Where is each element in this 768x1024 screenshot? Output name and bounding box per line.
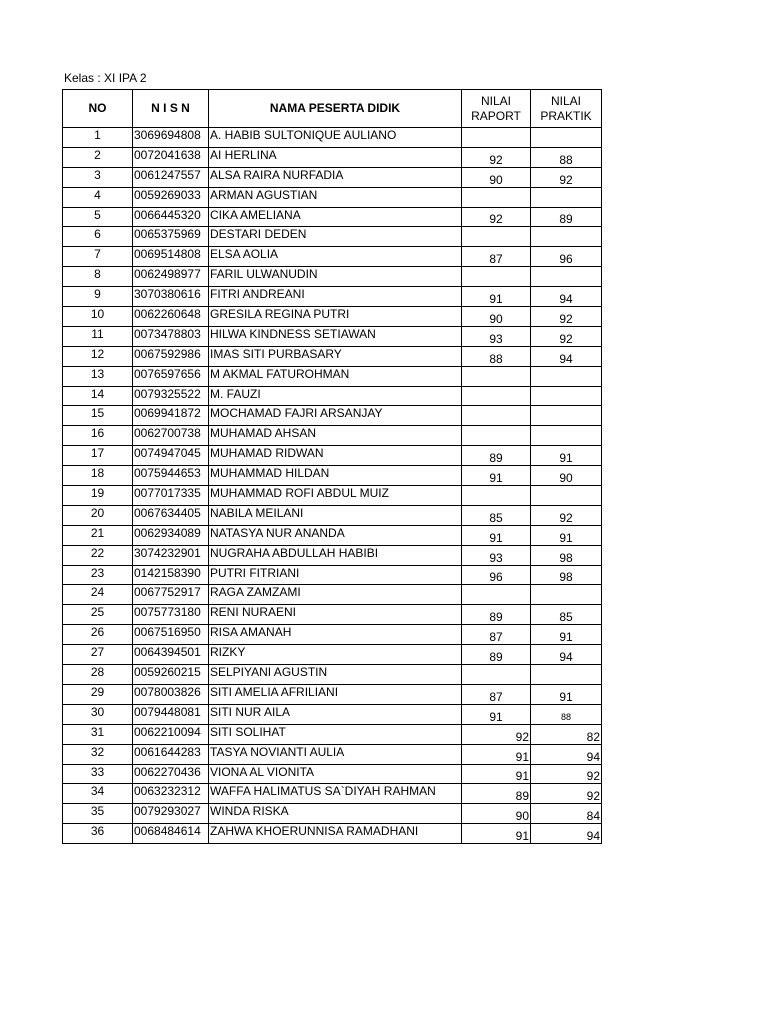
cell-no: 10	[63, 307, 133, 327]
header-raport-line1: NILAI	[480, 93, 511, 108]
cell-nama: TASYA NOVIANTI AULIA	[209, 744, 462, 764]
cell-nilai-raport: 96	[462, 565, 531, 585]
cell-nilai-praktik	[531, 426, 602, 446]
cell-nama: FITRI ANDREANI	[209, 287, 462, 307]
table-row	[63, 804, 602, 824]
cell-nilai-raport: 91	[462, 704, 531, 724]
cell-nilai-raport: 92	[462, 207, 531, 227]
table-row	[63, 486, 602, 506]
cell-nama: RISA AMANAH	[209, 625, 462, 645]
cell-nilai-praktik	[531, 267, 602, 287]
cell-nilai-praktik: 90	[531, 466, 602, 486]
cell-no: 28	[63, 665, 133, 685]
cell-nisn: 0074947045	[133, 446, 209, 466]
cell-nilai-praktik: 98	[531, 545, 602, 565]
cell-nisn: 0062934089	[133, 525, 209, 545]
cell-nilai-raport	[462, 665, 531, 685]
header-raport-line2: RAPORT	[471, 108, 521, 123]
cell-nama: SITI AMELIA AFRILIANI	[209, 684, 462, 704]
cell-nilai-raport: 90	[462, 167, 531, 187]
cell-nilai-praktik: 92	[531, 505, 602, 525]
table-row	[63, 645, 602, 665]
cell-nilai-raport	[462, 585, 531, 605]
table-row	[63, 346, 602, 366]
cell-nama: VIONA AL VIONITA	[209, 764, 462, 784]
cell-nilai-praktik	[531, 585, 602, 605]
cell-nilai-praktik: 96	[531, 247, 602, 267]
cell-nisn: 0073478803	[133, 326, 209, 346]
cell-nisn: 3074232901	[133, 545, 209, 565]
cell-nilai-raport: 91	[462, 744, 531, 764]
cell-no: 19	[63, 486, 133, 506]
cell-nilai-raport: 91	[462, 525, 531, 545]
cell-nisn: 3070380616	[133, 287, 209, 307]
cell-no: 5	[63, 207, 133, 227]
cell-nilai-raport	[462, 486, 531, 506]
cell-no: 22	[63, 545, 133, 565]
cell-no: 17	[63, 446, 133, 466]
table-row	[63, 187, 602, 207]
cell-nama: MUHAMAD RIDWAN	[209, 446, 462, 466]
cell-nama: SITI SOLIHAT	[209, 724, 462, 744]
cell-nisn: 0061247557	[133, 167, 209, 187]
cell-nilai-raport: 87	[462, 625, 531, 645]
cell-nilai-praktik: 91	[531, 446, 602, 466]
cell-nilai-raport: 85	[462, 505, 531, 525]
cell-no: 1	[63, 128, 133, 148]
cell-nisn: 0079325522	[133, 386, 209, 406]
cell-nilai-raport: 91	[462, 764, 531, 784]
cell-nisn: 0059269033	[133, 187, 209, 207]
cell-nisn: 0062270436	[133, 764, 209, 784]
cell-nama: RIZKY	[209, 645, 462, 665]
cell-nilai-raport	[462, 366, 531, 386]
table-row	[63, 267, 602, 287]
cell-nilai-praktik: 94	[531, 824, 602, 844]
cell-no: 9	[63, 287, 133, 307]
cell-nilai-praktik: 92	[531, 784, 602, 804]
cell-nama: ZAHWA KHOERUNNISA RAMADHANI	[209, 824, 462, 844]
cell-no: 36	[63, 824, 133, 844]
cell-nama: ALSA RAIRA NURFADIA	[209, 167, 462, 187]
cell-nisn: 0065375969	[133, 227, 209, 247]
header-praktik-line1: NILAI	[550, 93, 581, 108]
cell-nisn: 0075773180	[133, 605, 209, 625]
cell-no: 31	[63, 724, 133, 744]
cell-no: 32	[63, 744, 133, 764]
cell-no: 20	[63, 505, 133, 525]
cell-no: 18	[63, 466, 133, 486]
cell-nisn: 0062260648	[133, 307, 209, 327]
cell-nisn: 0061644283	[133, 744, 209, 764]
cell-nilai-praktik: 94	[531, 645, 602, 665]
header-praktik-line2: PRAKTIK	[540, 108, 592, 123]
cell-nilai-praktik: 92	[531, 307, 602, 327]
table-row	[63, 207, 602, 227]
table-row	[63, 446, 602, 466]
table-row	[63, 466, 602, 486]
cell-nama: IMAS SITI PURBASARY	[209, 346, 462, 366]
header-nisn: N I S N	[133, 90, 209, 128]
table-row	[63, 386, 602, 406]
cell-nilai-raport: 88	[462, 346, 531, 366]
cell-nama: DESTARI DEDEN	[209, 227, 462, 247]
table-row	[63, 565, 602, 585]
cell-nilai-praktik: 88	[531, 147, 602, 167]
cell-nisn: 3069694808	[133, 128, 209, 148]
cell-nilai-raport: 91	[462, 466, 531, 486]
cell-no: 29	[63, 684, 133, 704]
cell-nilai-raport: 91	[462, 824, 531, 844]
cell-nilai-raport: 87	[462, 247, 531, 267]
cell-nama: SELPIYANI AGUSTIN	[209, 665, 462, 685]
cell-nisn: 0066445320	[133, 207, 209, 227]
cell-nilai-praktik: 92	[531, 326, 602, 346]
cell-nilai-raport: 89	[462, 784, 531, 804]
cell-no: 6	[63, 227, 133, 247]
cell-no: 15	[63, 406, 133, 426]
table-row	[63, 406, 602, 426]
cell-nama: A. HABIB SULTONIQUE AULIANO	[209, 128, 462, 148]
cell-nilai-praktik	[531, 665, 602, 685]
header-nilai-praktik	[531, 90, 602, 128]
cell-nilai-raport	[462, 267, 531, 287]
table-row	[63, 744, 602, 764]
cell-nama: NATASYA NUR ANANDA	[209, 525, 462, 545]
cell-nisn: 0067516950	[133, 625, 209, 645]
cell-nama: MUHAMMAD HILDAN	[209, 466, 462, 486]
cell-nama: WAFFA HALIMATUS SA`DIYAH RAHMAN	[209, 784, 462, 804]
cell-nilai-raport	[462, 426, 531, 446]
cell-nisn: 0059260215	[133, 665, 209, 685]
cell-nilai-praktik: 94	[531, 346, 602, 366]
cell-nisn: 0068484614	[133, 824, 209, 844]
cell-no: 35	[63, 804, 133, 824]
cell-nilai-praktik: 92	[531, 167, 602, 187]
cell-nilai-praktik: 94	[531, 287, 602, 307]
cell-nilai-praktik: 92	[531, 764, 602, 784]
cell-nilai-praktik	[531, 386, 602, 406]
cell-no: 21	[63, 525, 133, 545]
cell-nilai-praktik	[531, 406, 602, 426]
cell-nisn: 0067634405	[133, 505, 209, 525]
table-row	[63, 684, 602, 704]
table-row	[63, 167, 602, 187]
cell-nama: PUTRI FITRIANI	[209, 565, 462, 585]
cell-nama: M AKMAL FATUROHMAN	[209, 366, 462, 386]
table-row	[63, 326, 602, 346]
cell-no: 26	[63, 625, 133, 645]
cell-nilai-raport: 92	[462, 147, 531, 167]
cell-nama: RENI NURAENI	[209, 605, 462, 625]
cell-nama: AI HERLINA	[209, 147, 462, 167]
cell-nilai-praktik: 82	[531, 724, 602, 744]
header-nama: NAMA PESERTA DIDIK	[209, 90, 462, 128]
cell-nisn: 0076597656	[133, 366, 209, 386]
cell-no: 30	[63, 704, 133, 724]
cell-nisn: 0069941872	[133, 406, 209, 426]
cell-nama: NABILA MEILANI	[209, 505, 462, 525]
cell-no: 7	[63, 247, 133, 267]
cell-nilai-raport	[462, 187, 531, 207]
table-row	[63, 525, 602, 545]
cell-no: 3	[63, 167, 133, 187]
table-row	[63, 247, 602, 267]
cell-nilai-raport	[462, 128, 531, 148]
cell-nilai-raport: 87	[462, 684, 531, 704]
cell-nilai-praktik: 88	[531, 704, 602, 724]
cell-nilai-raport	[462, 386, 531, 406]
table-row	[63, 366, 602, 386]
table-row	[63, 764, 602, 784]
cell-no: 14	[63, 386, 133, 406]
cell-nilai-raport: 90	[462, 804, 531, 824]
cell-nilai-praktik: 91	[531, 625, 602, 645]
cell-nama: CIKA AMELIANA	[209, 207, 462, 227]
cell-nisn: 0077017335	[133, 486, 209, 506]
table-row	[63, 724, 602, 744]
cell-no: 33	[63, 764, 133, 784]
student-grade-table	[62, 89, 602, 844]
cell-nilai-praktik: 94	[531, 744, 602, 764]
cell-nilai-praktik: 98	[531, 565, 602, 585]
cell-nisn: 0064394501	[133, 645, 209, 665]
cell-nilai-raport: 89	[462, 605, 531, 625]
cell-nama: WINDA RISKA	[209, 804, 462, 824]
class-label: Kelas : XI IPA 2	[64, 71, 147, 85]
cell-nama: HILWA KINDNESS SETIAWAN	[209, 326, 462, 346]
cell-nisn: 0062498977	[133, 267, 209, 287]
cell-no: 16	[63, 426, 133, 446]
table-row	[63, 585, 602, 605]
cell-nilai-praktik: 91	[531, 684, 602, 704]
cell-nilai-raport: 91	[462, 287, 531, 307]
cell-nilai-raport: 93	[462, 326, 531, 346]
table-row	[63, 665, 602, 685]
cell-nilai-praktik: 84	[531, 804, 602, 824]
cell-nama: SITI NUR AILA	[209, 704, 462, 724]
table-row	[63, 605, 602, 625]
table-row	[63, 128, 602, 148]
cell-nama: MOCHAMAD FAJRI ARSANJAY	[209, 406, 462, 426]
header-no: NO	[63, 90, 133, 128]
cell-no: 12	[63, 346, 133, 366]
table-row	[63, 824, 602, 844]
cell-nilai-praktik	[531, 227, 602, 247]
cell-no: 24	[63, 585, 133, 605]
cell-nilai-raport	[462, 406, 531, 426]
cell-nisn: 0072041638	[133, 147, 209, 167]
cell-nilai-praktik	[531, 128, 602, 148]
cell-nisn: 0069514808	[133, 247, 209, 267]
header-nilai-raport	[462, 90, 531, 128]
table-header-row	[63, 90, 602, 128]
table-row	[63, 704, 602, 724]
cell-nilai-praktik: 91	[531, 525, 602, 545]
cell-nisn: 0142158390	[133, 565, 209, 585]
cell-nilai-praktik	[531, 366, 602, 386]
cell-nama: RAGA ZAMZAMI	[209, 585, 462, 605]
cell-nama: ARMAN AGUSTIAN	[209, 187, 462, 207]
table-row	[63, 505, 602, 525]
cell-nisn: 0067592986	[133, 346, 209, 366]
cell-nilai-praktik: 89	[531, 207, 602, 227]
table-row	[63, 426, 602, 446]
table-row	[63, 287, 602, 307]
cell-nama: ELSA AOLIA	[209, 247, 462, 267]
cell-nisn: 0079448081	[133, 704, 209, 724]
cell-no: 11	[63, 326, 133, 346]
table-row	[63, 227, 602, 247]
cell-nilai-praktik	[531, 187, 602, 207]
table-row	[63, 307, 602, 327]
cell-nama: NUGRAHA ABDULLAH HABIBI	[209, 545, 462, 565]
cell-nama: MUHAMMAD ROFI ABDUL MUIZ	[209, 486, 462, 506]
cell-nilai-raport: 90	[462, 307, 531, 327]
cell-nilai-raport: 92	[462, 724, 531, 744]
cell-nilai-praktik: 85	[531, 605, 602, 625]
cell-no: 4	[63, 187, 133, 207]
cell-nisn: 0078003826	[133, 684, 209, 704]
cell-nama: M. FAUZI	[209, 386, 462, 406]
cell-nama: MUHAMAD AHSAN	[209, 426, 462, 446]
cell-nisn: 0075944653	[133, 466, 209, 486]
cell-no: 34	[63, 784, 133, 804]
table-body	[63, 128, 602, 844]
cell-nama: FARIL ULWANUDIN	[209, 267, 462, 287]
cell-no: 25	[63, 605, 133, 625]
cell-nilai-raport	[462, 227, 531, 247]
cell-no: 13	[63, 366, 133, 386]
cell-nisn: 0062700738	[133, 426, 209, 446]
cell-no: 27	[63, 645, 133, 665]
cell-no: 23	[63, 565, 133, 585]
table-row	[63, 545, 602, 565]
cell-nisn: 0063232312	[133, 784, 209, 804]
cell-nilai-raport: 93	[462, 545, 531, 565]
cell-nilai-raport: 89	[462, 446, 531, 466]
table-row	[63, 625, 602, 645]
table-row	[63, 784, 602, 804]
cell-nisn: 0067752917	[133, 585, 209, 605]
cell-nilai-praktik	[531, 486, 602, 506]
cell-nama: GRESILA REGINA PUTRI	[209, 307, 462, 327]
cell-nisn: 0062210094	[133, 724, 209, 744]
cell-no: 2	[63, 147, 133, 167]
cell-no: 8	[63, 267, 133, 287]
cell-nilai-raport: 89	[462, 645, 531, 665]
cell-nisn: 0079293027	[133, 804, 209, 824]
table-row	[63, 147, 602, 167]
